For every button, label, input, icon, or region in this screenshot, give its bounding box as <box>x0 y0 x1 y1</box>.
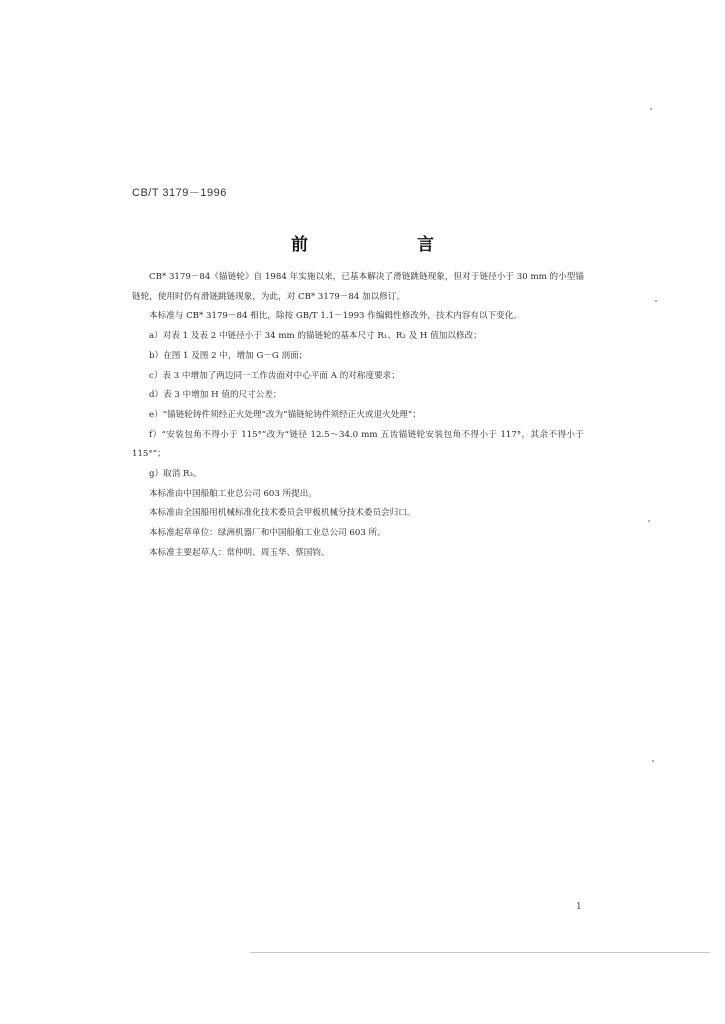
paragraph-intro: CB* 3179－84《锚链轮》自 1984 年实施以来，已基本解决了滑链跳链现象，但对于链径小于 30 mm 的小型锚链轮，使用时仍有滑链跳链现象，为此，对 CB* 3179－84 加以修订。 <box>132 272 584 302</box>
list-item-d: d）表 3 中增加 H 值的尺寸公差； <box>149 390 282 401</box>
list-item-e: e）“锚链轮铸件须经正火处理”改为“锚链轮铸件须经正火或退火处理”； <box>149 409 421 420</box>
list-item-f: f）“安装包角不得小于 115°”改为“链径 12.5～34.0 mm 五齿锚链轮安装包角不得小于 117°，其余不得小于 115°”； <box>132 429 584 460</box>
scan-speck <box>648 520 650 522</box>
scan-speck <box>650 108 652 110</box>
scan-edge-line <box>250 952 710 953</box>
paragraph-comparison: 本标准与 CB* 3179－84 相比，除按 GB/T 1.1－1993 作编辑性修改外，技术内容有以下变化。 <box>149 311 522 322</box>
standard-code: CB/T 3179－1996 <box>132 187 227 199</box>
foreword-body <box>132 268 584 564</box>
proposer-statement: 本标准由中国船舶工业总公司 603 所提出。 <box>149 488 317 499</box>
list-item-a: a）对表 1 及表 2 中链径小于 34 mm 的锚链轮的基本尺寸 R₁、R₂ 及 H 值加以修改； <box>149 331 482 342</box>
scan-speck <box>652 760 654 762</box>
jurisdiction-statement: 本标准由全国船用机械标准化技术委员会甲板机械分技术委员会归口。 <box>149 508 416 519</box>
page-title: 前 言 <box>291 235 480 255</box>
drafting-unit-statement: 本标准起草单位：绿洲机器厂和中国船舶工业总公司 603 所。 <box>149 528 386 539</box>
list-item-c: c）表 3 中增加了两边同一工作齿面对中心平面 A 的对称度要求； <box>149 370 400 381</box>
drafters-statement: 本标准主要起草人：常仲明、周玉华、蔡国钧。 <box>149 547 330 558</box>
list-item-b: b）在图 1 及图 2 中，增加 G－G 剖面； <box>149 350 308 361</box>
page-number: 1 <box>576 902 582 912</box>
list-item-g: g）取消 R₃。 <box>149 469 202 480</box>
scan-speck <box>655 300 657 302</box>
